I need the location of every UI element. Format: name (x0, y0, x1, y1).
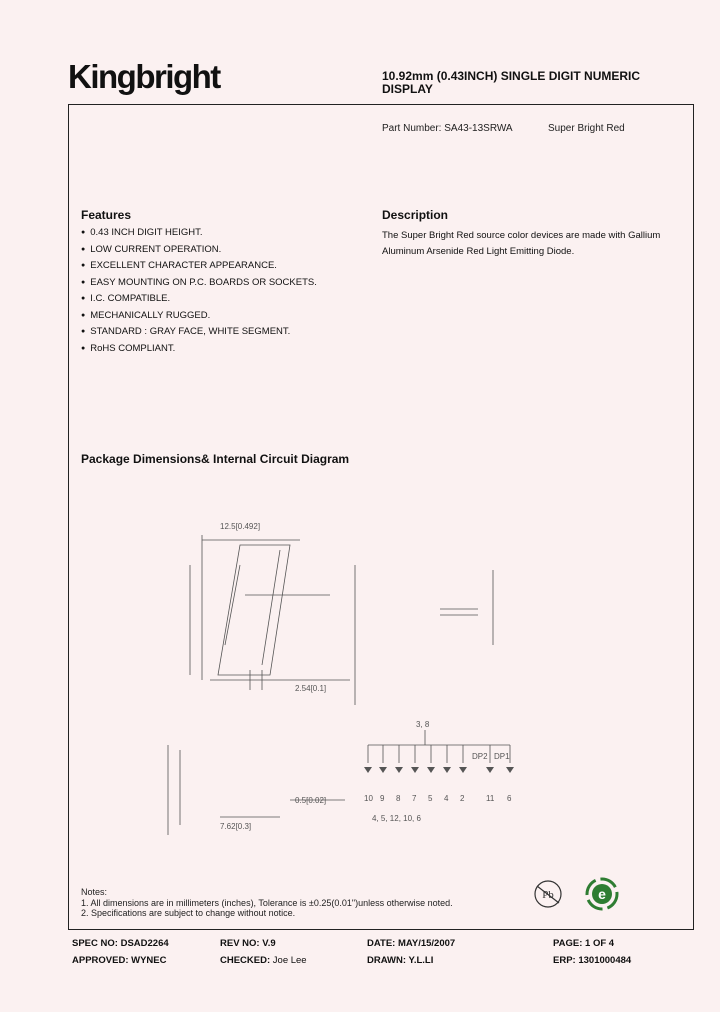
led-symbol (379, 767, 387, 773)
features-list (81, 227, 317, 359)
spec-no-label: SPEC NO: (72, 938, 118, 949)
led-symbol (506, 767, 514, 773)
document-title: 10.92mm (0.43INCH) SINGLE DIGIT NUMERIC DISPLAY (382, 69, 641, 96)
lead-free-icon (528, 877, 568, 911)
drawn-value: Y.L.LI (408, 955, 434, 966)
notes-line-1: 1. All dimensions are in millimeters (inches), Tolerance is ±0.25(0.01")unless otherwise noted. (81, 897, 453, 908)
dim-pitch-label: 2.54[0.1] (295, 684, 327, 693)
display-outline (218, 545, 290, 675)
erp-value: 1301000484 (578, 955, 632, 966)
footer-row-1 (68, 938, 694, 955)
lead-free-text: Pb (542, 889, 554, 901)
footer-row-2 (68, 955, 694, 972)
feature-item: ● LOW CURRENT OPERATION. (81, 244, 317, 261)
approved-value: WYNEC (131, 955, 167, 966)
led-symbol (395, 767, 403, 773)
segment-pin-label: 11 (486, 794, 495, 803)
dim-side-label: 7.62[0.3] (220, 822, 252, 831)
package-heading: Package Dimensions& Internal Circuit Diagram (81, 452, 350, 466)
checked (220, 955, 307, 966)
feature-item: ● MECHANICALLY RUGGED. (81, 310, 317, 327)
features-heading: Features (81, 208, 132, 222)
page-value: 1 OF 4 (585, 938, 615, 949)
brand-logo: Kingbright (68, 58, 220, 95)
led-symbol (411, 767, 419, 773)
date-label: DATE: (367, 938, 396, 949)
led-symbol (427, 767, 435, 773)
feature-item: ● STANDARD : GRAY FACE, WHITE SEGMENT. (81, 326, 317, 343)
rohs-icon (584, 876, 620, 912)
segment-pin-label: 5 (428, 794, 433, 803)
segment-pin-label: 4 (444, 794, 449, 803)
rev-no-value: V.9 (262, 938, 276, 949)
erp (553, 955, 631, 966)
notes-line-2: 2. Specifications are subject to change without notice. (81, 908, 296, 918)
rev-no-label: REV NO: (220, 938, 260, 949)
feature-item: ● EXCELLENT CHARACTER APPEARANCE. (81, 260, 317, 277)
segment-pin-label: 10 (364, 794, 373, 803)
description-heading: Description (382, 208, 449, 222)
spec-no-value: DSAD2264 (120, 938, 169, 949)
part-color: Super Bright Red (548, 123, 625, 134)
page-label: PAGE: (553, 938, 583, 949)
segment-pin-label: 6 (507, 794, 512, 803)
page (553, 938, 614, 949)
footer (68, 938, 694, 972)
erp-label: ERP: (553, 955, 576, 966)
notes-title: Notes: (81, 887, 108, 897)
part-number: Part Number: SA43-13SRWA (382, 123, 513, 134)
date-value: MAY/15/2007 (397, 938, 456, 949)
description-text: The Super Bright Red source color devices are made with Gallium Aluminum Arsenide Red Light Emitting Diode. (382, 230, 661, 257)
checked-value: Joe Lee (272, 955, 307, 966)
feature-item: ● I.C. COMPATIBLE. (81, 293, 317, 310)
approved-label: APPROVED: (72, 955, 129, 966)
segment-pin-label: 7 (412, 794, 417, 803)
date (367, 938, 455, 949)
led-symbol (486, 767, 494, 773)
led-symbol (364, 767, 372, 773)
segment-pin-label: 9 (380, 794, 385, 803)
common-pins-label: 3, 8 (416, 720, 430, 729)
feature-item: ● RoHS COMPLIANT. (81, 343, 317, 360)
segment-pin-label: 8 (396, 794, 401, 803)
checked-label: CHECKED: (220, 955, 271, 966)
feature-item: ● 0.43 INCH DIGIT HEIGHT. (81, 227, 317, 244)
dim-lead-label: 0.5[0.02] (295, 796, 327, 805)
notes (81, 887, 453, 919)
package-drawing (150, 505, 550, 845)
approved (72, 955, 167, 966)
spec-no (72, 938, 169, 949)
drawn-label: DRAWN: (367, 955, 407, 966)
segment-pin-label: 2 (460, 794, 465, 803)
dp1-label: DP1 (494, 752, 510, 761)
led-symbol (459, 767, 467, 773)
dim-top-label: 12.5[0.492] (220, 522, 261, 531)
rev-no (220, 938, 276, 949)
drawn (367, 955, 433, 966)
led-symbol (443, 767, 451, 773)
pin-row2-label: 4, 5, 12, 10, 6 (372, 814, 421, 823)
dp2-label: DP2 (472, 752, 488, 761)
rohs-text: e (598, 886, 606, 902)
feature-item: ● EASY MOUNTING ON P.C. BOARDS OR SOCKETS. (81, 277, 317, 294)
